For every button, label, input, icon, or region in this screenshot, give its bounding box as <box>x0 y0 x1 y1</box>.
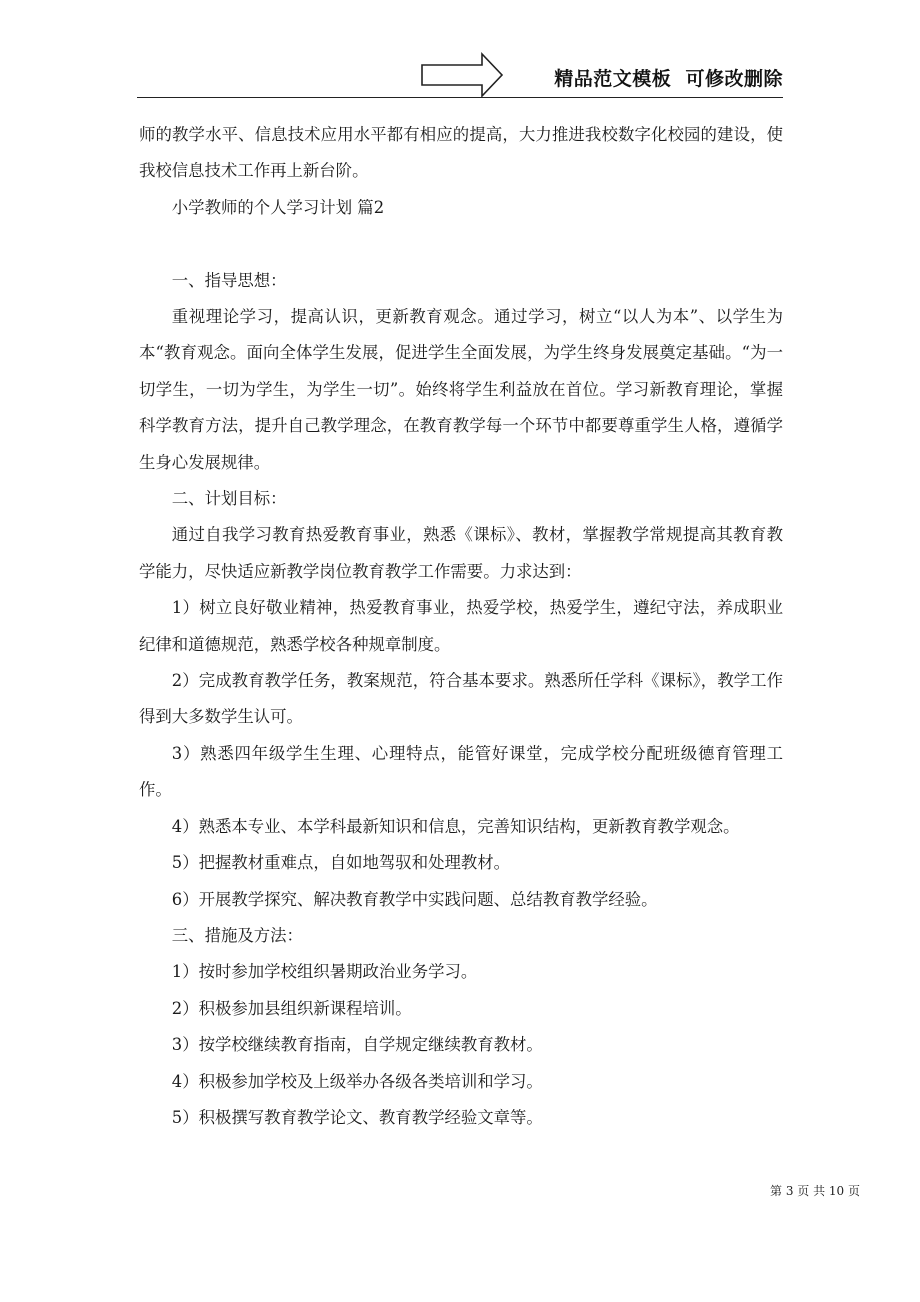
heading-guiding-ideology: 一、指导思想： <box>171 270 287 290</box>
section-title: 小学教师的个人学习计划 篇2 <box>171 197 385 217</box>
goal-item-5: 5）把握教材重难点，自如地驾驭和处理教材。 <box>171 853 511 873</box>
right-arrow-outline-icon <box>420 52 504 98</box>
goal-item-4: 4）熟悉本专业、本学科最新知识和信息，完善知识结构，更新教育教学观念。 <box>171 816 740 836</box>
header-rule <box>137 97 783 98</box>
paragraph-plan-goals: 通过自我学习教育热爱教育事业，熟悉《课标》、教材，掌握教学常规提高其教育教学能力，尽快适应新教学岗位教育教学工作需要。力求达到： <box>139 525 783 581</box>
measure-item-3: 3）按学校继续教育指南，自学规定继续教育教材。 <box>171 1035 543 1055</box>
heading-measures: 三、措施及方法： <box>171 925 303 945</box>
document-body <box>139 117 783 1136</box>
goal-item-2: 2）完成教育教学任务，教案规范，符合基本要求。熟悉所任学科《课标》，教学工作得到大多数学生认可。 <box>139 671 783 727</box>
page-number: 第 3 页 共 10 页 <box>770 1184 860 1198</box>
header-title: 精品范文模板 可修改删除 <box>554 68 783 90</box>
measure-item-4: 4）积极参加学校及上级举办各级各类培训和学习。 <box>171 1071 543 1091</box>
goal-item-3: 3）熟悉四年级学生生理、心理特点，能管好课堂，完成学校分配班级德育管理工作。 <box>139 743 783 800</box>
measure-item-1: 1）按时参加学校组织暑期政治业务学习。 <box>171 962 478 982</box>
measure-item-5: 5）积极撰写教育教学论文、教育教学经验文章等。 <box>171 1107 543 1127</box>
goal-item-1: 1）树立良好敬业精神，热爱教育事业，热爱学校，热爱学生，遵纪守法，养成职业纪律和道德规范，熟悉学校各种规章制度。 <box>139 598 783 654</box>
paragraph-guiding-ideology: 重视理论学习，提高认识，更新教育观念。通过学习，树立“以人为本”、以学生为本“教育观念。面向全体学生发展，促进学生全面发展，为学生终身发展奠定基础。“为一切学生，一切为学生，为学生一切”。始终将学生利益放在首位。学习新教育理论，掌握科学教育方法，提升自己教学理念，在教育教学每一个环节中都要尊重学生人格，遵循学生身心发展规律。 <box>139 307 783 472</box>
blank-line <box>139 226 783 262</box>
measure-item-2: 2）积极参加县组织新课程培训。 <box>171 998 412 1018</box>
goal-item-6: 6）开展教学探究、解决教育教学中实践问题、总结教育教学经验。 <box>171 889 658 909</box>
heading-plan-goals: 二、计划目标： <box>171 489 287 509</box>
paragraph-continuation: 师的教学水平、信息技术应用水平都有相应的提高，大力推进我校数字化校园的建设，使我校信息技术工作再上新台阶。 <box>139 125 783 181</box>
